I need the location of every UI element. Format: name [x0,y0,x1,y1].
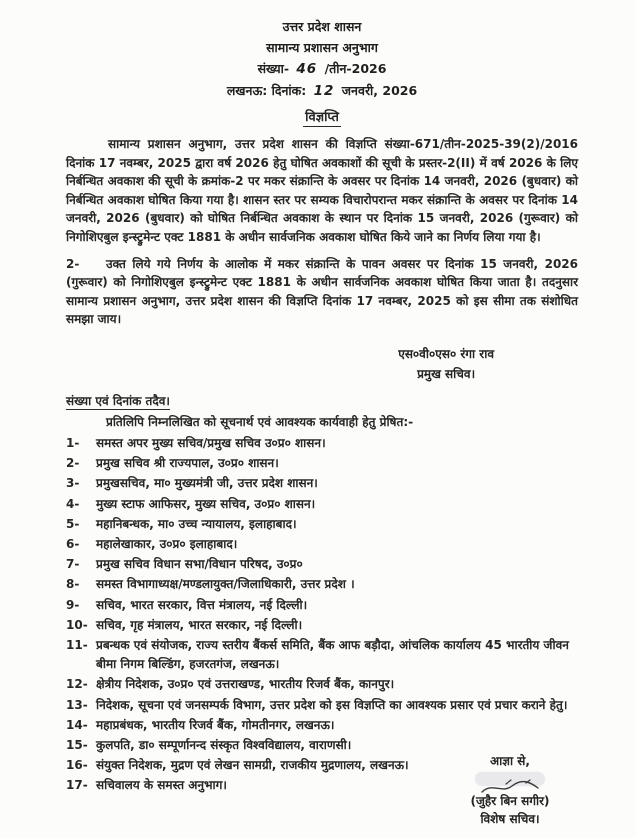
list-item-text: कुलपति, डा० सम्पूर्णानन्द संस्कृत विश्वविद्यालय, वाराणसी। [96,737,352,752]
handwritten-ref-number: 46 [296,61,318,77]
dept-name: सामान्य प्रशासन अनुभाग [266,40,378,55]
list-item-text: सचिव, भारत सरकार, वित्त मंत्रालय, नई दिल्ली। [96,597,308,612]
list-item-text: प्रमुख सचिव विधान सभा/विधान परिषद, उ०प्र० [96,557,303,572]
list-item-text: समस्त अपर मुख्य सचिव/प्रमुख सचिव उ०प्र० शासन। [96,435,326,450]
document-title: विज्ञप्ति [303,107,341,127]
list-item-number: 14- [66,717,88,732]
list-item-number: 4- [66,496,80,511]
ref-same-line: संख्या एवं दिनांक तदैव। [66,393,170,408]
closing-name: (जुहैर बिन सगीर) [470,794,550,808]
list-item-text: मुख्य स्टाफ आफिसर, मुख्य सचिव, उ०प्र० शासन। [96,496,316,511]
paragraph-2-number: 2- [66,256,80,271]
list-item [66,434,578,453]
by-order-text: आज्ञा से, [490,754,530,768]
list-item [66,535,578,554]
distribution-list [66,434,578,796]
ref-number-suffix: /तीन-2026 [324,61,387,76]
list-item [66,454,578,473]
closing-designation: विशेष सचिव। [480,812,540,826]
place-date-prefix: लखनऊ: दिनांक: [226,83,307,98]
list-item-text: सचिव, गृह मंत्रालय, भारत सरकार, नई दिल्ली। [96,617,303,632]
list-item [66,596,578,615]
list-item [66,716,578,735]
signatory-block [398,344,494,384]
list-item-text: निदेशक, सूचना एवं जनसम्पर्क विभाग, उत्तर प्रदेश को इस विज्ञप्ति का आवश्यक प्रसार एवं प्रचार कराने हेतु। [96,697,568,712]
paragraph-1: सामान्य प्रशासन अनुभाग, उत्तर प्रदेश शासन की विज्ञप्ति संख्या-671/तीन-2025-39(2)/2016 दिनांक 17 नवम्बर, 2025 द्वारा वर्ष 2026 हेतु घोषित अवकाशों की सूची के प्रस्तर-2(II) में वर्ष 2026 के लिए निर्बन्धित अवकाश की सूची के क्रमांक-2 पर मकर संक्रान्ति के अवसर पर दिनांक 14 जनवरी, 2026 (बुधवार) को निर्बन्धित अवकाश घोषित किया गया है। शासन स्तर पर सम्यक विचारोपरान्त मकर संक्रान्ति के अवसर पर दिनांक 14 जनवरी, 2026 (बुधवार) को घोषित निर्बन्धित अवकाश के स्थान पर दिनांक 15 जनवरी, 2026 (गुरूवार) को निगोशिएबुल इन्स्ट्रुमेन्ट एक्ट 1881 के अधीन सार्वजनिक अवकाश घोषित किये जाने का निर्णय लिया गया है। [66,137,578,244]
signatory-name: एस०वी०एस० रंगा राव [398,346,494,361]
list-item [66,675,578,694]
list-item [66,474,578,493]
list-item [66,616,578,635]
list-item-text: संयुक्त निदेशक, मुद्रण एवं लेखन सामग्री, राजकीय मुद्रणालय, लखनऊ। [96,758,409,773]
list-item-number: 12- [66,677,88,692]
list-item-number: 2- [66,456,80,471]
list-item-text: समस्त विभागाध्यक्ष/मण्डलायुक्त/जिलाधिकारी, उत्तर प्रदेश । [96,577,355,592]
list-item-number: 8- [66,577,80,592]
paragraph-2 [66,255,578,329]
list-item-number: 13- [66,697,88,712]
list-item-text: महालेखाकार, उ०प्र० इलाहाबाद। [96,536,238,551]
paragraph-2-text: उक्त लिये गये निर्णय के आलोक में मकर संक्रान्ति के पावन अवसर पर दिनांक 15 जनवरी, 2026 (गुरूवार) को निगोशिएबुल इन्स्ट्रुमेन्ट एक्ट 1881 के अधीन सार्वजनिक अवकाश घोषित किया जाता है। तदनुसार सामान्य प्रशासन अनुभाग, उत्तर प्रदेश शासन की विज्ञप्ति दिनांक 17 नवम्बर, 2025 को इस सीमा तक संशोधित समझा जाय। [66,256,578,327]
list-item-number: 10- [66,617,88,632]
list-item-text: प्रबन्धक एवं संयोजक, राज्य स्तरीय बैंकर्स समिति, बैंक आफ बड़ौदा, आंचलिक कार्यालय 45 भारतीय जीवन बीमा निगम बिल्डिंग, हजरतगंज, लखनऊ। [96,637,569,672]
list-item-number: 16- [66,758,88,773]
list-item-number: 5- [66,516,80,531]
list-item-text: प्रमुखसचिव, मा० मुख्यमंत्री जी, उत्तर प्रदेश शासन। [96,476,318,491]
closing-block [426,752,594,828]
list-item [66,636,578,674]
org-name: उत्तर प्रदेश शासन [282,19,362,34]
list-item-number: 11- [66,637,88,652]
ref-number-line [66,58,578,80]
ref-number-prefix: संख्या- [257,61,290,76]
list-item-number: 6- [66,536,80,551]
list-item-text: महाप्रबंधक, भारतीय रिजर्व बैंक, गोमतीनगर, लखनऊ। [96,717,335,732]
list-item [66,495,578,514]
date-suffix: जनवरी, 2026 [341,83,418,98]
list-item-text: सचिवालय के समस्त अनुभाग। [96,778,227,793]
list-item-text: प्रमुख सचिव श्री राज्यपाल, उ०प्र० शासन। [96,456,279,471]
list-item-number: 15- [66,737,88,752]
list-item-number: 7- [66,557,80,572]
list-item-number: 1- [66,435,80,450]
list-item [66,515,578,534]
signatory-designation: प्रमुख सचिव। [417,366,476,381]
list-item-text: महानिबन्धक, मा० उच्च न्यायालय, इलाहाबाद। [96,516,297,531]
copy-forward-line: प्रतिलिपि निम्नलिखित को सूचनार्थ एवं आवश्यक कार्यवाही हेतु प्रेषित:- [106,414,414,429]
list-item-text: क्षेत्रीय निदेशक, उ०प्र० एवं उत्तराखण्ड, भारतीय रिजर्व बैंक, कानपुर। [96,677,395,692]
list-item-number: 9- [66,597,80,612]
list-item [66,696,578,715]
handwritten-date: 12 [313,83,335,99]
list-item-number: 3- [66,476,80,491]
list-item-number: 17- [66,778,88,793]
list-item [66,575,578,594]
letterhead [66,16,578,102]
signatory-row [66,344,578,384]
list-item [66,555,578,574]
title-row [66,102,578,127]
place-date-line [66,80,578,102]
